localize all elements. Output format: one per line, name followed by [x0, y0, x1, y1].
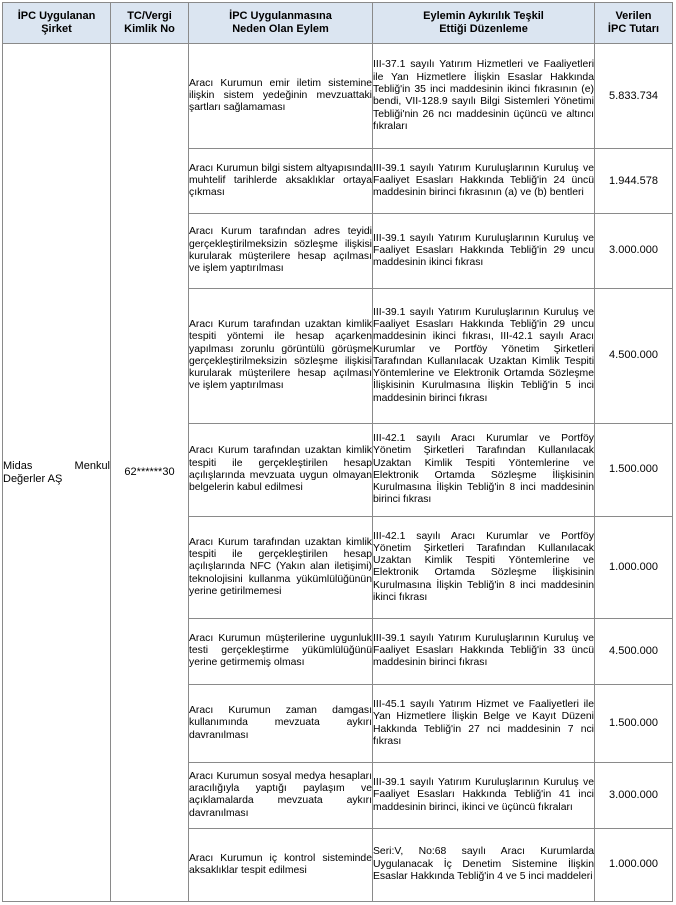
company-name-line1: Midas Menkul [3, 459, 110, 472]
amount-cell: 4.500.000 [595, 618, 673, 684]
tax-id-cell: 62******30 [111, 44, 189, 902]
amount-cell: 3.000.000 [595, 213, 673, 288]
action-cell: Aracı Kurumun bilgi sistem altyapısında muhtelif tarihlerde aksaklıklar ortaya çıkması [189, 149, 373, 213]
penalty-table [2, 2, 673, 902]
company-name-cell [3, 44, 111, 902]
regulation-cell: III-39.1 sayılı Yatırım Kuruluşlarının Kuruluş ve Faaliyet Esasları Hakkında Tebliğ'in 41 inci maddesinin birinci, ikinci ve üçüncü fıkraları [373, 763, 595, 828]
amount-cell: 3.000.000 [595, 763, 673, 828]
regulation-cell: III-39.1 sayılı Yatırım Kuruluşlarının Kuruluş ve Faaliyet Esasları Hakkında Tebliğ'in 29 uncu maddesinin ikinci fıkrası [373, 213, 595, 288]
company-name-line2: Değerler AŞ [3, 472, 63, 485]
action-cell: Aracı Kurumun iç kontrol sisteminde aksaklıklar tespit edilmesi [189, 828, 373, 901]
amount-cell: 5.833.734 [595, 44, 673, 149]
regulation-cell: III-42.1 sayılı Aracı Kurumlar ve Portföy Yönetim Şirketleri Tarafından Kullanılacak Uzaktan Kimlik Tespiti Yöntemlerine ve Elektronik Ortamda Sözleşme İlişkisinin Kurulmasına İlişkin Tebliğ'in 8 inci maddesinin birinci fıkrası [373, 423, 595, 516]
action-cell: Aracı Kurumun sosyal medya hesapları aracılığıyla yaptığı paylaşım ve açıklamalarda mevzuata aykırı davranılması [189, 763, 373, 828]
amount-cell: 1.500.000 [595, 684, 673, 762]
regulation-cell: III-45.1 sayılı Yatırım Hizmet ve Faaliyetleri ile Yan Hizmetlere İlişkin Belge ve Kayıt Düzeni Hakkında Tebliğ'in 27 nci maddesinin 7 nci fıkrası [373, 684, 595, 762]
action-cell: Aracı Kurum tarafından uzaktan kimlik tespiti yöntemi ile hesap açarken yapılması zorunlu görüntülü görüşme gerçekleştirilmeksizin sözleşme ilişkisi kurularak müşterilere hesap açılması ve işlem yaptırılması [189, 289, 373, 424]
regulation-cell: III-39.1 sayılı Yatırım Kuruluşlarının Kuruluş ve Faaliyet Esasları Hakkında Tebliğ'in 29 uncu maddesinin ikinci fıkrası, III-42.1 sayılı Aracı Kurumlar ve Portföy Yönetim Şirketleri Tarafından Kullanılacak Uzaktan Kimlik Tespiti Yöntemlerine ve Elektronik Ortamda Sözleşme İlişkisinin Kurulmasına İlişkin Tebliğ'in 5 inci maddesinin birinci fıkrası [373, 289, 595, 424]
action-cell: Aracı Kurum tarafından uzaktan kimlik tespiti ile gerçekleştirilen hesap açılışlarında mevzuata uygun olmayan belgelerin kabul edilmesi [189, 423, 373, 516]
regulation-cell: III-39.1 sayılı Yatırım Kuruluşlarının Kuruluş ve Faaliyet Esasları Hakkında Tebliğ'in 33 üncü maddesinin birinci fıkrası [373, 618, 595, 684]
amount-cell: 1.944.578 [595, 149, 673, 213]
amount-cell: 4.500.000 [595, 289, 673, 424]
amount-cell: 1.500.000 [595, 423, 673, 516]
action-cell: Aracı Kurumun zaman damgası kullanımında mevzuata aykırı davranılması [189, 684, 373, 762]
amount-cell: 1.000.000 [595, 828, 673, 901]
action-cell: Aracı Kurumun müşterilerine uygunluk testi gerçekleştirme yükümlülüğünü yerine getirmemiş olması [189, 618, 373, 684]
regulation-cell: III-39.1 sayılı Yatırım Kuruluşlarının Kuruluş ve Faaliyet Esasları Hakkında Tebliğ'in 24 üncü maddesinin birinci fıkrasının (a) ve (b) bentleri [373, 149, 595, 213]
table-row [3, 44, 673, 149]
action-cell: Aracı Kurum tarafından adres teyidi gerçekleştirilmeksizin sözleşme ilişkisi kurularak müşterilere hesap açılması ve işlem yaptırılması [189, 213, 373, 288]
header-company: İPC Uygulanan Şirket [3, 3, 111, 44]
header-tax-id: TC/Vergi Kimlik No [111, 3, 189, 44]
amount-cell: 1.000.000 [595, 517, 673, 618]
header-action: İPC Uygulanmasına Neden Olan Eylem [189, 3, 373, 44]
header-amount: Verilen İPC Tutarı [595, 3, 673, 44]
regulation-cell: III-42.1 sayılı Aracı Kurumlar ve Portföy Yönetim Şirketleri Tarafından Kullanılacak Uzaktan Kimlik Tespiti Yöntemlerine ve Elektronik Ortamda Sözleşme İlişkisinin Kurulmasına İlişkin Tebliğ'in 8 inci maddesinin ikinci fıkrası [373, 517, 595, 618]
regulation-cell: Seri:V, No:68 sayılı Aracı Kurumlarda Uygulanacak İç Denetim Sistemine İlişkin Esaslar Hakkında Tebliğ'in 4 ve 5 inci maddeleri [373, 828, 595, 901]
regulation-cell: III-37.1 sayılı Yatırım Hizmetleri ve Faaliyetleri ile Yan Hizmetlere İlişkin Esaslar Hakkında Tebliğ'in 35 inci maddesinin ikinci fıkrasının (e) bendi, VII-128.9 sayılı Bilgi Sistemleri Yönetimi Tebliği'nin 26 ncı maddesinin üçüncü ve altıncı fıkraları [373, 44, 595, 149]
header-row [3, 3, 673, 44]
action-cell: Aracı Kurum tarafından uzaktan kimlik tespiti ile gerçekleştirilen hesap açılışlarında NFC (Yakın alan iletişimi) teknolojisini kullanma yükümlülüğünün yerine getirilmemesi [189, 517, 373, 618]
header-regulation: Eylemin Aykırılık Teşkil Ettiği Düzenleme [373, 3, 595, 44]
action-cell: Aracı Kurumun emir iletim sistemine ilişkin sistem yedeğinin mevzuattaki şartları sağlamaması [189, 44, 373, 149]
